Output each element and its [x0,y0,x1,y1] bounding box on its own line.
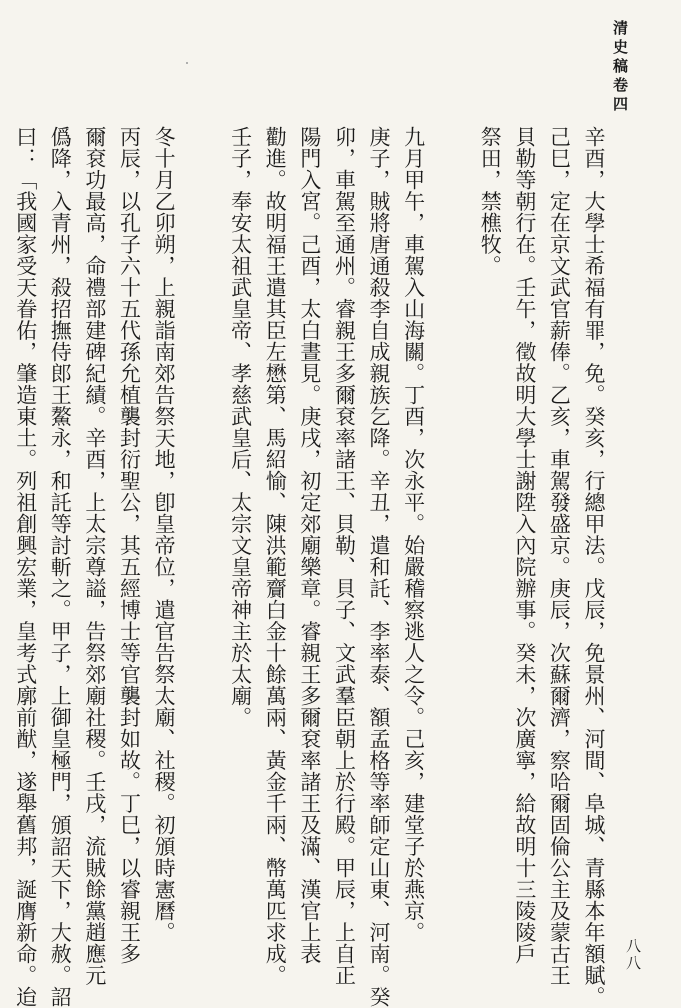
page-number: 八八 [624,938,642,972]
text-column-paragraph-start: 九月甲午，車駕入山海關。丁酉，次永平。始嚴稽察逃人之令。己亥，建堂子於燕京。 [401,126,426,943]
text-column: 貝勒等朝行在。壬午，徵故明大學士謝陞入內院辦事。癸未，次廣寧，給故明十三陵陵戶 [512,126,537,965]
text-column: 爾袞功最高，命禮部建碑紀績。辛酉，上太宗尊謚，告祭郊廟社稷。壬戌，流賊餘黨趙應元 [82,126,107,986]
text-column: 卯，車駕至通州。睿親王多爾袞率諸王、貝勒、貝子、文武羣臣朝上於行殿。甲辰，上自正 [332,126,357,986]
text-column-paragraph-start: 冬十月乙卯朔，上親詣南郊告祭天地，卽皇帝位，遣官告祭太廟、社稷。初頒時憲曆。 [152,126,177,943]
text-column: 辛酉，大學士希福有罪，免。癸亥，行總甲法。戊辰，免景州、河間、阜城、青縣本年額賦。 [582,126,606,1008]
text-column: 己巳，定在京文武官薪俸。乙亥，車駕發盛京。庚辰，次蘇爾濟，察哈爾固倫公主及蒙古王 [547,126,572,986]
running-title: 清史稿卷四 [611,20,629,115]
text-column: 僞降，入青州，殺招撫侍郎王鰲永，和託等討斬之。甲子，上御皇極門，頒詔天下，大赦。詔 [48,126,73,1008]
body-text [13,126,611,1008]
text-column: 陽門入宮。己酉，太白晝見。庚戌，初定郊廟樂章。睿親王多爾袞率諸王及滿、漢官上表 [297,126,322,965]
text-column: 丙辰，以孔子六十五代孫允植襲封衍聖公，其五經博士等官襲封如故。丁巳，以睿親王多 [117,126,142,965]
paper-speck [186,62,188,64]
text-column: 祭田，禁樵牧。 [478,126,503,277]
text-column: 勸進。故明福王遣其臣左懋第、馬紹愉、陳洪範齎白金十餘萬兩、黃金千兩、幣萬匹求成。 [263,126,288,986]
text-column: 庚子，賊將唐通殺李自成親族乞降。辛丑，遣和託、李率泰、額孟格等率師定山東、河南。癸 [367,126,392,1008]
text-column: 壬子，奉安太祖武皇帝、孝慈武皇后、太宗文皇帝神主於太廟。 [228,126,253,728]
text-column: 曰：「我國家受天眷佑，肇造東土。列祖創興宏業，皇考式廓前猷，遂舉舊邦，誕膺新命。迨 [13,126,38,1008]
